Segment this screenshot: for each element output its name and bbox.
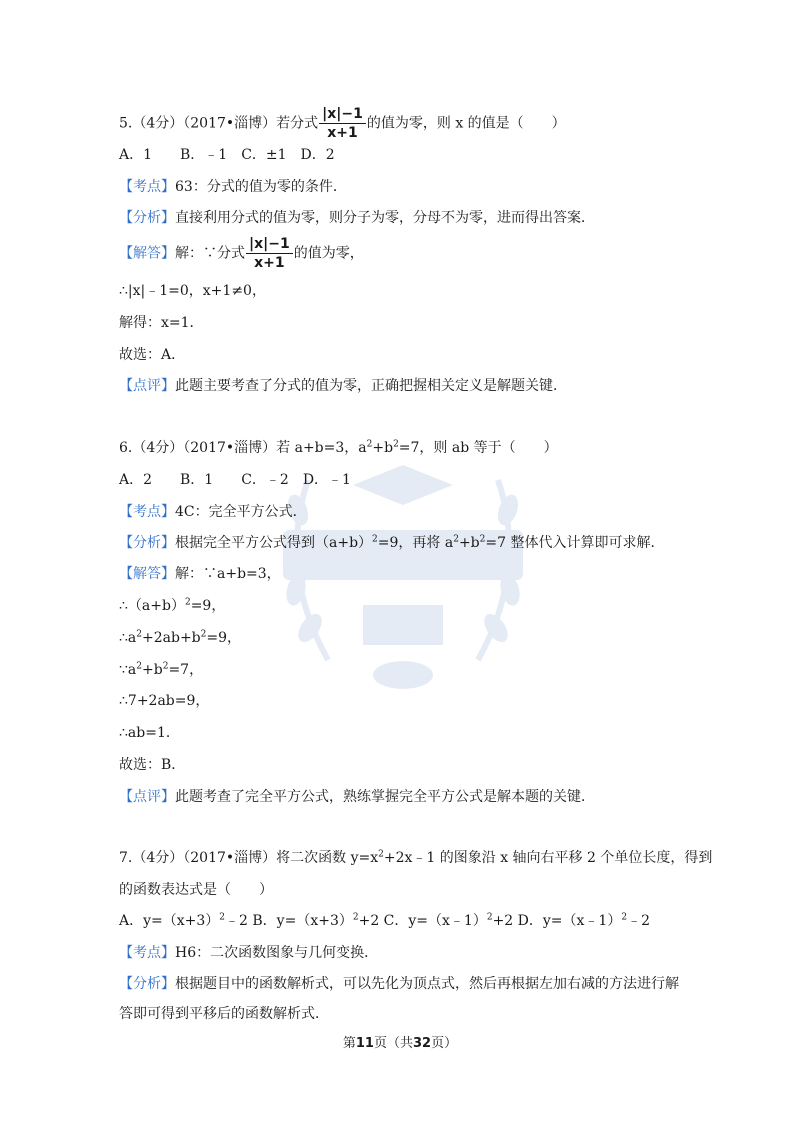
q6-step3-b: +b	[142, 662, 163, 678]
q6-fenxi-a: 根据完全平方公式得到（a+b）	[175, 535, 373, 551]
q6-step5: ∴ab=1．	[119, 725, 180, 741]
q6-step4: ∴7+2ab=9，	[119, 693, 210, 709]
page-footer	[0, 1032, 800, 1051]
q6-dianping	[119, 787, 595, 807]
q7-opt-e: ﹣2	[627, 913, 650, 929]
q6-step1-b: =9，	[190, 598, 226, 614]
q7-kaodian-tag: 【考点】	[119, 945, 175, 961]
q6-step2	[119, 628, 241, 648]
q5-kaodian-text: 63：分式的值为零的条件．	[175, 179, 347, 195]
q5-kaodian-tag: 【考点】	[119, 179, 175, 195]
q5-frac-numerator: |x|−1	[319, 106, 366, 124]
q6-fenxi-tag: 【分析】	[119, 535, 175, 551]
q6-fenxi-b: =9，再将 a	[377, 535, 454, 551]
q6-step2-sup2: 2	[200, 629, 207, 640]
q5-jieda-pre: 解：∵分式	[175, 245, 245, 262]
q7-stem	[119, 848, 712, 868]
q7-options	[119, 911, 650, 931]
q7-kaodian	[119, 943, 378, 963]
q6-options: A．2 B．1 C．﹣2 D．﹣1	[119, 472, 351, 488]
q6-step3-a: ∵a	[119, 662, 137, 678]
q6-fenxi-sup2: 2	[453, 534, 459, 545]
footer-pre: 第	[342, 1036, 356, 1051]
q7-stem-line2: 的函数表达式是（ ）	[119, 882, 273, 898]
q6-fenxi-sup3: 2	[479, 534, 486, 545]
q7-opt-d: +2 D．y=（x﹣1）	[492, 913, 622, 929]
q5-stem	[119, 106, 566, 141]
q7-fenxi-line2: 答即可得到平移后的函数解析式．	[119, 1006, 329, 1022]
q5-dianping	[119, 376, 567, 396]
q6-fenxi-sup1: 2	[372, 534, 378, 545]
q6-jieda	[119, 564, 281, 584]
q6-step2-sup1: 2	[136, 629, 142, 640]
q6-fenxi-c: +b	[458, 535, 480, 551]
q6-stem	[119, 438, 558, 458]
q7-fenxi-tag: 【分析】	[119, 976, 175, 992]
q6-step3-sup1: 2	[136, 661, 142, 672]
q6-step1	[119, 596, 225, 616]
q5-jieda-frac-numerator: |x|−1	[246, 236, 293, 254]
q7-opt-sup1: 2	[219, 912, 226, 923]
q6-step3-sup2: 2	[162, 661, 169, 672]
q6-stem-b: +b	[372, 440, 394, 456]
q7-kaodian-text: H6：二次函数图象与几何变换．	[175, 945, 379, 961]
q6-step3	[119, 660, 203, 680]
q5-fenxi-tag: 【分析】	[119, 210, 175, 226]
q6-step3-c: =7，	[168, 662, 204, 678]
q6-step2-b: +2ab+b	[142, 630, 201, 646]
q7-stem-a: 7.（4分）（2017•淄博）将二次函数 y=x	[119, 850, 379, 866]
q7-opt-sup3: 2	[486, 912, 493, 923]
q6-dianping-text: 此题考查了完全平方公式，熟练掌握完全平方公式是解本题的关键．	[175, 789, 595, 805]
q7-fenxi	[119, 974, 679, 994]
q5-step1: ∴|x|﹣1=0，x+1≠0，	[119, 283, 266, 299]
footer-total-pages: 32	[413, 1036, 432, 1051]
q6-step1-a: ∴（a+b）	[119, 598, 185, 614]
q6-dianping-tag: 【点评】	[119, 789, 175, 805]
q5-stem-pre: 5.（4分）（2017•淄博）若分式	[119, 115, 319, 132]
q6-kaodian-tag: 【考点】	[119, 504, 175, 520]
q7-opt-c: +2 C．y=（x﹣1）	[358, 913, 487, 929]
q5-jieda-fraction	[246, 236, 293, 271]
footer-page-number: 11	[355, 1036, 374, 1051]
q6-step2-a: ∴a	[119, 630, 137, 646]
q7-opt-sup4: 2	[621, 912, 628, 923]
q7-opt-a: A．y=（x+3）	[119, 913, 220, 929]
q6-kaodian-text: 4C：完全平方公式．	[175, 504, 307, 520]
q6-step1-sup: 2	[184, 597, 191, 608]
q5-fenxi	[119, 208, 595, 228]
q6-stem-sup2: 2	[393, 439, 399, 450]
q6-choose: 故选：B．	[119, 757, 186, 773]
q5-dianping-tag: 【点评】	[119, 378, 175, 394]
footer-post: 页）	[431, 1036, 458, 1051]
q5-jieda-tag: 【解答】	[119, 245, 175, 262]
q6-fenxi	[119, 533, 664, 553]
q5-options: A．1 B．﹣1 C．±1 D．2	[119, 147, 335, 163]
q7-opt-sup2: 2	[352, 912, 359, 923]
q5-jieda-frac-denominator: x+1	[254, 255, 285, 271]
q5-stem-post: 的值为零，则 x 的值是（ ）	[366, 115, 566, 132]
q6-kaodian	[119, 502, 307, 522]
q5-choose: 故选：A．	[119, 347, 186, 363]
q6-step2-c: =9，	[206, 630, 242, 646]
q7-stem-sup: 2	[378, 849, 384, 860]
q5-dianping-text: 此题主要考查了分式的值为零，正确把握相关定义是解题关键．	[175, 378, 567, 394]
watermark-logo-icon	[268, 420, 538, 710]
q5-jieda-post: 的值为零，	[293, 245, 364, 262]
q5-jieda	[119, 236, 364, 271]
q6-jieda-text: 解：∵a+b=3，	[175, 566, 281, 582]
q7-fenxi-line1: 根据题目中的函数解析式，可以先化为顶点式，然后再根据左加右减的方法进行解	[175, 976, 679, 992]
q6-stem-c: =7，则 ab 等于（ ）	[398, 440, 558, 456]
q5-fenxi-text: 直接利用分式的值为零，则分子为零，分母不为零，进而得出答案．	[175, 210, 595, 226]
q6-fenxi-d: =7 整体代入计算即可求解．	[485, 535, 665, 551]
q5-fraction	[319, 106, 366, 141]
q7-stem-b: +2x﹣1 的图象沿 x 轴向右平移 2 个单位长度，得到	[383, 850, 713, 866]
q6-stem-sup1: 2	[366, 439, 373, 450]
q6-jieda-tag: 【解答】	[119, 566, 175, 582]
q5-step2: 解得：x=1．	[119, 315, 204, 331]
q5-frac-denominator: x+1	[327, 125, 358, 141]
footer-mid: 页（共	[373, 1036, 413, 1051]
q6-stem-a: 6.（4分）（2017•淄博）若 a+b=3，a	[119, 440, 367, 456]
q7-opt-b: ﹣2 B．y=（x+3）	[225, 913, 353, 929]
q5-kaodian	[119, 177, 347, 197]
